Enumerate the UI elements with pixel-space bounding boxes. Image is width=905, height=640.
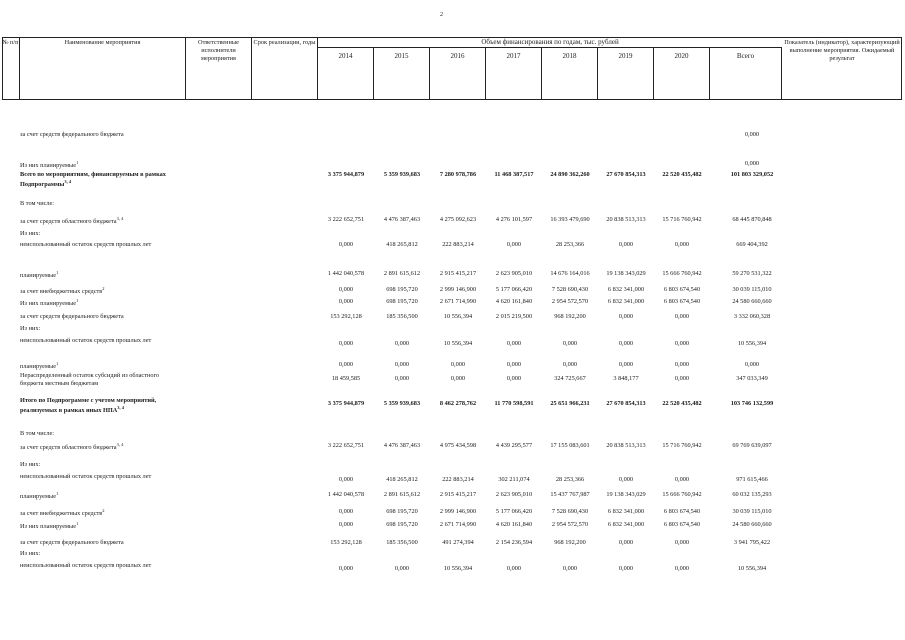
row-label: за счет средств федерального бюджета [20,131,124,138]
header-year: 2020 [654,48,710,99]
year-value: 2 623 905,010 [495,270,533,277]
year-value: 6 832 341,000 [607,298,645,305]
footnote-mark: 3, 4 [64,179,72,185]
row-label: за счет средств федерального бюджета [20,313,124,320]
year-value: 24 890 362,260 [550,171,590,178]
year-value: 2 954 572,570 [551,521,589,528]
year-value: 17 155 083,601 [550,442,590,449]
footnote-mark: 1 [76,521,79,526]
year-value: 6 832 341,000 [607,508,645,515]
row-label: Нераспределенный остаток субсидий из областного бюджета местным бюджетам [20,372,160,388]
row-label: Итого по Подпрограмме с учетом мероприятий, реализуемых в рамках иных НПА$^{3, 4}$ [20,397,157,415]
year-value: 19 138 343,029 [606,270,646,277]
year-value: 0,000 [674,361,690,368]
year-value: 2 891 615,612 [383,491,421,498]
year-value: 1 442 040,578 [327,270,365,277]
year-value: 0,000 [450,361,466,368]
year-value: 0,000 [338,298,354,305]
total-value: 669 404,392 [736,241,768,248]
footnote-mark: 1 [55,270,59,275]
year-value: 968 192,200 [554,539,586,546]
year-value: 2 154 236,594 [495,539,533,546]
year-value: 2 954 572,570 [551,298,589,305]
row-label: за счет средств областного бюджета$^{3, 4}$ [20,442,124,452]
row-label: Из них: [20,325,41,332]
year-value: 27 670 854,313 [606,171,646,178]
row-label: неиспользованный остаток средств прошлых лет [20,337,152,344]
year-value: 6 803 674,540 [663,508,701,515]
total-value: 69 769 639,097 [732,442,772,449]
year-value: 15 716 760,942 [662,442,702,449]
year-value: 153 292,128 [330,539,362,546]
footnote-mark: 1 [76,298,79,303]
year-value: 22 520 435,482 [662,400,702,407]
year-value: 0,000 [562,340,578,347]
year-value: 698 195,720 [386,508,418,515]
year-value: 3 375 944,879 [327,171,365,178]
year-value: 0,000 [674,375,690,382]
year-value: 5 359 939,683 [383,400,421,407]
year-value: 10 556,394 [443,313,473,320]
year-value: 185 356,500 [386,539,418,546]
year-value: 0,000 [338,521,354,528]
year-value: 0,000 [506,361,522,368]
year-value: 6 832 341,000 [607,521,645,528]
year-value: 10 556,394 [443,340,473,347]
total-value: 10 556,394 [737,340,767,347]
year-value: 11 770 598,591 [494,400,534,407]
row-label: В том числе: [20,430,55,437]
year-value: 0,000 [394,361,410,368]
year-value: 185 356,500 [386,313,418,320]
year-value: 0,000 [506,375,522,382]
year-value: 418 265,812 [386,476,418,483]
year-value: 4 476 387,463 [383,442,421,449]
header-year: 2017 [486,48,542,99]
footnote-mark: 3, 4 [116,216,124,221]
year-value: 15 666 760,942 [662,491,702,498]
total-value: 0,000 [744,160,760,167]
year-value: 0,000 [674,340,690,347]
header-indicator: Показатель (индикатор), характеризующий выполнение мероприятия. Ожидаемый результат [784,39,900,62]
year-value: 28 253,366 [555,476,585,483]
year-value: 0,000 [338,241,354,248]
year-value: 1 442 040,578 [327,491,365,498]
year-value: 3 375 944,879 [327,400,365,407]
header-year: Всего [710,48,782,99]
footnote-mark: 1 [76,160,79,165]
year-value: 16 393 479,690 [550,216,590,223]
year-value: 0,000 [618,565,634,572]
year-value: 0,000 [674,476,690,483]
year-value: 698 195,720 [386,286,418,293]
header-name: Наименование мероприятия [20,37,186,99]
year-value: 4 276 101,597 [495,216,533,223]
year-value: 15 716 760,942 [662,216,702,223]
year-value: 418 265,812 [386,241,418,248]
year-value: 7 280 978,786 [439,171,477,178]
year-value: 8 462 278,762 [439,400,477,407]
header-year: 2016 [430,48,486,99]
year-value: 3 222 652,751 [327,442,365,449]
year-value: 20 838 513,313 [606,216,646,223]
year-value: 14 676 164,016 [550,270,590,277]
header-num: № п/п [2,37,20,99]
year-value: 2 915 415,217 [439,270,477,277]
year-value: 0,000 [394,565,410,572]
year-value: 7 528 690,430 [551,508,589,515]
footnote-mark: 2 [102,286,105,291]
row-label: В том числе: [20,200,55,207]
total-value: 971 615,466 [736,476,768,483]
year-value: 6 803 674,540 [663,521,701,528]
year-value: 0,000 [562,565,578,572]
total-value: 3 941 795,422 [733,539,771,546]
total-value: 60 032 135,293 [732,491,772,498]
total-value: 3 332 060,328 [733,313,771,320]
year-value: 968 192,200 [554,313,586,320]
year-value: 222 883,214 [442,476,474,483]
total-value: 24 580 660,660 [732,298,772,305]
year-value: 222 883,214 [442,241,474,248]
total-value: 103 746 132,599 [730,400,774,407]
total-value: 101 803 329,052 [730,171,774,178]
year-value: 2 623 905,010 [495,491,533,498]
footnote-mark: 2 [102,508,105,513]
year-value: 4 620 161,840 [495,521,533,528]
year-value: 0,000 [338,286,354,293]
year-value: 698 195,720 [386,521,418,528]
year-value: 11 468 387,517 [494,171,534,178]
header-year: 2015 [374,48,430,99]
year-value: 2 671 714,990 [439,298,477,305]
year-value: 10 556,394 [443,565,473,572]
footnote-mark: 1 [55,491,59,496]
row-label: за счет средств федерального бюджета [20,539,124,546]
year-value: 491 274,394 [442,539,474,546]
year-value: 4 439 295,577 [495,442,533,449]
year-value: 0,000 [338,340,354,347]
row-label: Из них планируемые$^1$ [20,160,79,170]
year-value: 0,000 [674,565,690,572]
footnote-mark: 3, 4 [117,405,125,411]
total-value: 0,000 [744,361,760,368]
total-value: 10 556,394 [737,565,767,572]
year-value: 5 177 066,420 [495,286,533,293]
year-value: 20 838 513,313 [606,442,646,449]
year-value: 0,000 [506,241,522,248]
page-number: 2 [440,12,443,18]
year-value: 2 999 146,900 [439,508,477,515]
year-value: 2 915 415,217 [439,491,477,498]
year-value: 0,000 [618,476,634,483]
year-value: 2 999 146,900 [439,286,477,293]
year-value: 18 459,585 [331,375,361,382]
year-value: 698 195,720 [386,298,418,305]
year-value: 0,000 [674,313,690,320]
year-value: 5 359 939,683 [383,171,421,178]
year-value: 0,000 [338,508,354,515]
total-value: 68 445 870,848 [732,216,772,223]
year-value: 0,000 [562,361,578,368]
year-value: 28 253,366 [555,241,585,248]
row-label: планируемые$^1$ [20,270,59,280]
header-executors: Ответственные исполнители мероприятия [186,37,252,99]
row-label: неиспользованный остаток средств прошлых лет [20,473,152,480]
footnote-mark: 3, 4 [116,442,124,447]
header-period: Срок реализации, годы [252,37,318,99]
row-label: Из них: [20,550,41,557]
year-value: 324 725,667 [554,375,586,382]
row-label: Из них: [20,230,41,237]
year-value: 4 275 092,623 [439,216,477,223]
year-value: 0,000 [618,340,634,347]
year-value: 2 891 615,612 [383,270,421,277]
year-value: 3 848,177 [613,375,639,382]
year-value: 0,000 [506,340,522,347]
year-value: 27 670 854,313 [606,400,646,407]
row-label: за счет внебюджетных средств$^2$ [20,286,105,296]
year-value: 4 476 387,463 [383,216,421,223]
row-label: неиспользованный остаток средств прошлых лет [20,562,152,569]
year-value: 19 138 343,029 [606,491,646,498]
year-value: 2 671 714,990 [439,521,477,528]
row-label: планируемые$^1$ [20,491,59,501]
year-value: 0,000 [618,241,634,248]
year-value: 4 620 161,840 [495,298,533,305]
year-value: 302 211,074 [498,476,530,483]
year-value: 0,000 [338,565,354,572]
year-value: 15 437 767,987 [550,491,590,498]
header-funding: Объем финансирования по годам, тыс. рублей [318,37,782,48]
year-value: 0,000 [338,476,354,483]
total-value: 30 039 115,010 [732,286,772,293]
year-value: 0,000 [450,375,466,382]
row-label: Из них планируемые$^1$ [20,298,79,308]
year-value: 3 222 652,751 [327,216,365,223]
year-value: 0,000 [618,539,634,546]
total-value: 0,000 [744,131,760,138]
year-value: 0,000 [394,375,410,382]
header-year: 2018 [542,48,598,99]
row-label: Из них: [20,461,41,468]
header-year: 2019 [598,48,654,99]
total-value: 30 039 115,010 [732,508,772,515]
year-value: 0,000 [618,313,634,320]
year-value: 6 832 341,000 [607,286,645,293]
total-value: 347 033,349 [736,375,768,382]
year-value: 153 292,128 [330,313,362,320]
total-value: 59 270 531,322 [732,270,772,277]
row-label: планируемые$^1$ [20,361,59,371]
header-year: 2014 [318,48,374,99]
row-label: Из них планируемые$^1$ [20,521,79,531]
row-label: Всего по мероприятиям, финансируемым в рамках Подпрограммы$^{3, 4}$ [20,171,166,189]
year-value: 0,000 [394,340,410,347]
year-value: 7 528 690,430 [551,286,589,293]
footnote-mark: 1 [55,361,59,366]
year-value: 6 803 674,540 [663,286,701,293]
year-value: 15 666 760,942 [662,270,702,277]
year-value: 4 975 434,598 [439,442,477,449]
year-value: 0,000 [618,361,634,368]
year-value: 5 177 066,420 [495,508,533,515]
year-value: 6 803 674,540 [663,298,701,305]
row-label: неиспользованный остаток средств прошлых лет [20,241,152,248]
year-value: 0,000 [674,241,690,248]
year-value: 22 520 435,482 [662,171,702,178]
total-value: 24 580 660,660 [732,521,772,528]
year-value: 2 015 219,500 [495,313,533,320]
year-value: 25 651 966,231 [550,400,590,407]
row-label: за счет средств областного бюджета$^{3, 4}$ [20,216,124,226]
year-value: 0,000 [506,565,522,572]
year-value: 0,000 [674,539,690,546]
row-label: за счет внебюджетных средств$^2$ [20,508,105,518]
year-value: 0,000 [338,361,354,368]
